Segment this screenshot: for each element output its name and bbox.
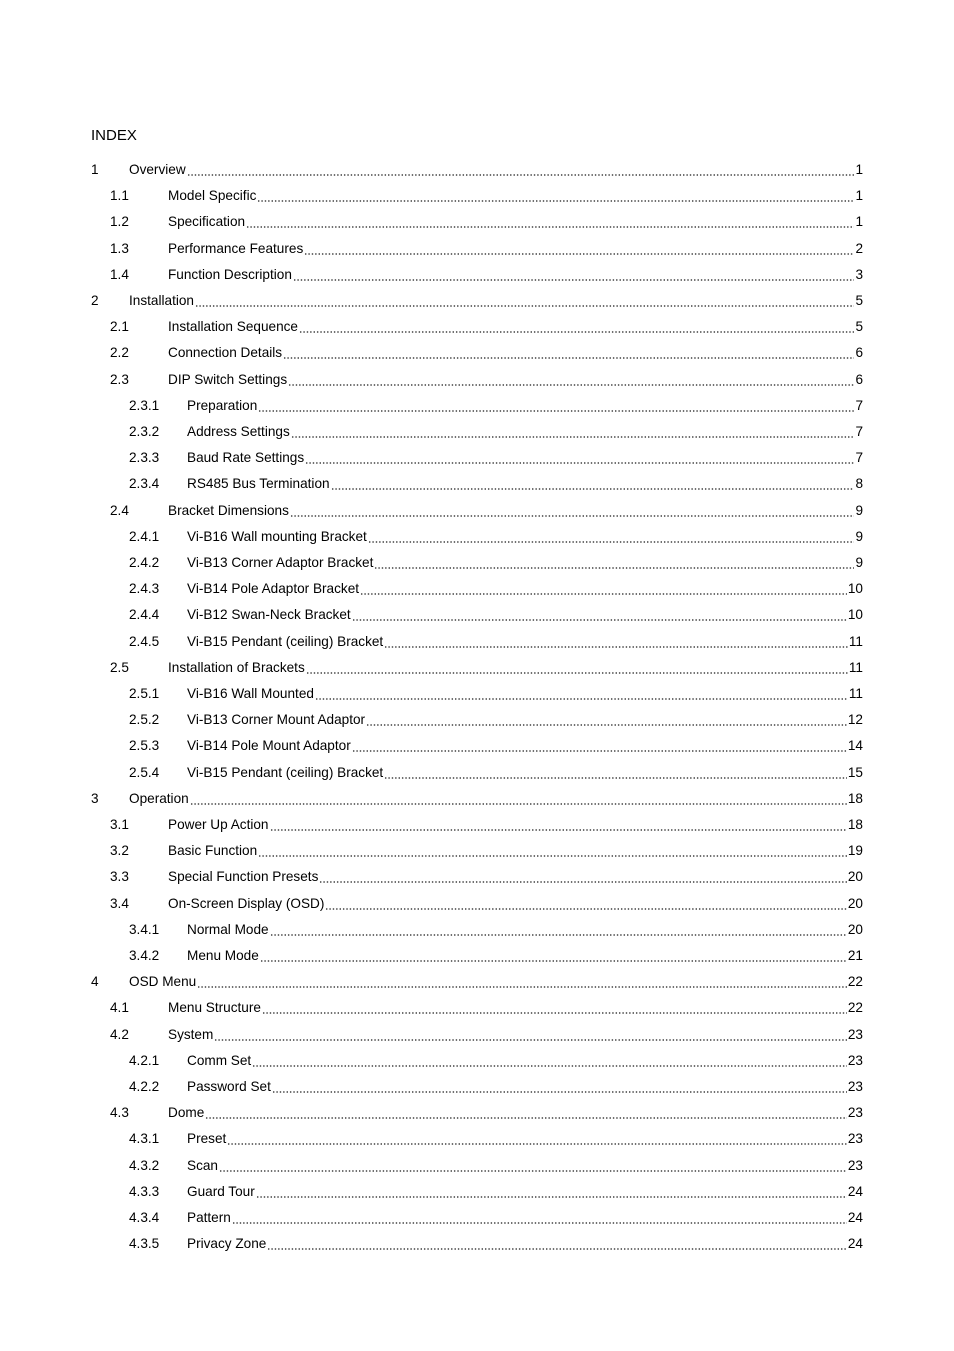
toc-dot-leader [270, 829, 847, 831]
toc-entry[interactable] [129, 1183, 863, 1201]
toc-entry[interactable] [110, 502, 863, 520]
toc-dot-leader [267, 1248, 847, 1250]
toc-entry-page: 19 [847, 843, 863, 859]
toc-entry[interactable] [110, 999, 863, 1017]
toc-entry-number: 3.3 [110, 869, 129, 885]
toc-entry-page: 5 [855, 293, 863, 308]
toc-entry-page: 6 [855, 371, 863, 387]
toc-entry-number: 2.3.4 [129, 476, 160, 492]
toc-entry-page: 5 [855, 319, 863, 335]
toc-entry[interactable] [129, 1078, 863, 1096]
toc-entry-number: 3.4.1 [129, 921, 160, 937]
toc-entry-page: 22 [847, 974, 863, 990]
toc-dot-leader [368, 541, 855, 543]
toc-entry-page: 7 [855, 424, 863, 439]
toc-entry[interactable] [110, 266, 863, 284]
toc-dot-leader [315, 698, 848, 700]
toc-dot-leader [319, 881, 847, 883]
toc-entry-title: OSD Menu [129, 974, 197, 990]
toc-entry-title: Operation [129, 790, 189, 806]
toc-entry-page: 15 [847, 764, 863, 780]
toc-entry[interactable] [91, 790, 863, 808]
toc-entry-title: Model Specific [168, 188, 257, 204]
toc-entry[interactable] [91, 292, 863, 310]
toc-entry[interactable] [129, 764, 863, 782]
toc-dot-leader [219, 1170, 847, 1172]
toc-dot-leader [197, 986, 847, 988]
toc-entry-number: 3.4.2 [129, 948, 160, 963]
toc-entry-title: Password Set [187, 1079, 271, 1094]
toc-dot-leader [374, 567, 854, 569]
toc-entry-page: 23 [847, 1131, 863, 1147]
toc-entry-number: 2.4.1 [129, 528, 160, 544]
toc-entry[interactable] [110, 371, 863, 389]
toc-entry-number: 2.4.5 [129, 633, 160, 649]
toc-entry-number: 2.5.1 [129, 686, 160, 701]
toc-entry-title: RS485 Bus Termination [187, 476, 330, 492]
toc-entry-number: 3.4 [110, 895, 129, 911]
toc-entry[interactable] [110, 1026, 863, 1044]
toc-dot-leader [256, 1196, 847, 1198]
toc-entry-page: 9 [855, 528, 863, 544]
toc-dot-leader [306, 672, 848, 674]
toc-entry-page: 9 [855, 502, 863, 518]
toc-entry-page: 1 [855, 162, 863, 177]
toc-entry-page: 22 [847, 1000, 863, 1016]
toc-entry-number: 2.3.1 [129, 397, 160, 413]
toc-entry-number: 4 [91, 974, 99, 990]
toc-entry-title: Address Settings [187, 424, 290, 439]
toc-entry-title: Normal Mode [187, 921, 269, 937]
toc-dot-leader [331, 488, 855, 490]
toc-entry-number: 2.5.4 [129, 764, 160, 780]
toc-dot-leader [272, 1091, 847, 1093]
toc-entry-page: 12 [847, 712, 863, 728]
toc-entry-page: 8 [855, 476, 863, 492]
toc-entry-number: 2.4.3 [129, 581, 160, 597]
toc-entry-page: 23 [847, 1079, 863, 1094]
toc-dot-leader [291, 436, 855, 438]
toc-entry-title: Performance Features [168, 240, 304, 256]
page-title: INDEX [91, 127, 137, 144]
toc-dot-leader [305, 462, 854, 464]
toc-entry-page: 24 [847, 1183, 863, 1199]
toc-dot-leader [190, 803, 847, 805]
toc-entry[interactable] [129, 528, 863, 546]
toc-entry-number: 2.3.3 [129, 450, 160, 466]
toc-entry-title: Vi-B13 Corner Adaptor Bracket [187, 555, 374, 570]
toc-entry-page: 24 [847, 1210, 863, 1225]
toc-dot-leader [195, 305, 854, 307]
toc-entry-number: 1.1 [110, 188, 129, 204]
toc-entry[interactable] [129, 1052, 863, 1070]
toc-entry-page: 20 [847, 869, 863, 885]
toc-entry[interactable] [129, 397, 863, 415]
toc-dot-leader [360, 593, 847, 595]
toc-entry-number: 2 [91, 293, 99, 308]
toc-entry-page: 21 [847, 948, 863, 963]
toc-entry-number: 4.2.1 [129, 1052, 160, 1068]
toc-dot-leader [205, 1117, 847, 1119]
toc-entry[interactable] [129, 606, 863, 624]
toc-dot-leader [214, 1039, 847, 1041]
toc-entry-title: Pattern [187, 1210, 231, 1225]
toc-entry-title: Special Function Presets [168, 869, 319, 885]
toc-entry-page: 7 [855, 397, 863, 413]
toc-entry-number: 2.4.2 [129, 555, 160, 570]
toc-entry[interactable] [91, 973, 863, 991]
toc-entry-title: Vi-B16 Wall Mounted [187, 686, 314, 701]
toc-entry[interactable] [91, 161, 863, 179]
toc-entry[interactable] [110, 318, 863, 336]
toc-entry-title: Installation [129, 293, 194, 308]
toc-entry[interactable] [110, 816, 863, 834]
toc-entry-number: 4.3.4 [129, 1210, 160, 1225]
toc-entry-title: Bracket Dimensions [168, 502, 289, 518]
toc-dot-leader [304, 253, 854, 255]
toc-dot-leader [366, 724, 847, 726]
toc-entry-title: Comm Set [187, 1052, 252, 1068]
toc-entry[interactable] [129, 580, 863, 598]
toc-entry[interactable] [110, 659, 863, 677]
toc-entry[interactable] [110, 187, 863, 205]
toc-entry-number: 2.5 [110, 659, 129, 675]
toc-entry-number: 2.3 [110, 371, 129, 387]
toc-dot-leader [270, 934, 847, 936]
toc-entry[interactable] [110, 344, 863, 362]
toc-entry[interactable] [110, 240, 863, 258]
toc-entry-title: Connection Details [168, 345, 283, 361]
toc-entry-number: 4.3.2 [129, 1157, 160, 1173]
toc-entry-page: 3 [855, 266, 863, 282]
toc-entry-title: Guard Tour [187, 1183, 255, 1199]
toc-entry[interactable] [129, 1235, 863, 1253]
toc-dot-leader [352, 750, 847, 752]
toc-entry-page: 18 [847, 817, 863, 832]
toc-entry-number: 1.4 [110, 266, 129, 282]
toc-entry[interactable] [129, 947, 863, 965]
toc-entry-title: Preset [187, 1131, 227, 1147]
toc-entry-page: 24 [847, 1236, 863, 1252]
toc-entry-number: 4.3.3 [129, 1183, 160, 1199]
toc-entry-title: Overview [129, 162, 186, 177]
toc-entry-number: 2.2 [110, 345, 129, 361]
toc-entry[interactable] [110, 868, 863, 886]
toc-entry-title: Vi-B14 Pole Mount Adaptor [187, 738, 351, 754]
toc-entry-number: 2.4.4 [129, 607, 160, 623]
toc-entry[interactable] [129, 554, 863, 572]
toc-dot-leader [325, 908, 847, 910]
toc-entry-title: Basic Function [168, 843, 258, 859]
toc-entry[interactable] [110, 895, 863, 913]
toc-entry[interactable] [129, 685, 863, 703]
toc-entry-title: On-Screen Display (OSD) [168, 895, 325, 911]
toc-entry-page: 10 [847, 581, 863, 597]
toc-entry-page: 1 [855, 214, 863, 230]
toc-entry[interactable] [110, 1104, 863, 1122]
toc-dot-leader [293, 279, 855, 281]
toc-entry-number: 1.2 [110, 214, 129, 230]
toc-dot-leader [246, 226, 854, 228]
toc-entry-page: 6 [855, 345, 863, 361]
toc-entry-number: 3 [91, 790, 99, 806]
toc-entry-title: Baud Rate Settings [187, 450, 305, 466]
toc-entry-title: Dome [168, 1105, 205, 1121]
toc-entry-page: 14 [847, 738, 863, 754]
toc-entry-page: 18 [847, 790, 863, 806]
toc-entry-title: Preparation [187, 397, 258, 413]
toc-entry-page: 20 [847, 921, 863, 937]
toc-entry-number: 4.1 [110, 1000, 129, 1016]
toc-entry-title: Menu Mode [187, 948, 259, 963]
toc-entry-number: 2.4 [110, 502, 129, 518]
toc-entry-title: Menu Structure [168, 1000, 261, 1016]
toc-dot-leader [352, 619, 847, 621]
toc-entry-title: System [168, 1026, 214, 1042]
toc-entry-title: Function Description [168, 266, 292, 282]
toc-entry-title: Vi-B15 Pendant (ceiling) Bracket [187, 633, 384, 649]
toc-entry-title: Vi-B14 Pole Adaptor Bracket [187, 581, 360, 597]
toc-entry[interactable] [129, 475, 863, 493]
toc-entry[interactable] [129, 1209, 863, 1227]
toc-entry-number: 3.1 [110, 817, 129, 832]
toc-entry-page: 11 [848, 659, 863, 675]
toc-entry-page: 10 [847, 607, 863, 623]
toc-entry-page: 9 [855, 555, 863, 570]
toc-entry-page: 2 [855, 240, 863, 256]
toc-entry-title: DIP Switch Settings [168, 371, 288, 387]
toc-dot-leader [290, 515, 855, 517]
toc-entry[interactable] [129, 1157, 863, 1175]
toc-dot-leader [262, 1012, 847, 1014]
toc-entry[interactable] [129, 423, 863, 441]
toc-entry-number: 2.5.2 [129, 712, 160, 728]
toc-entry-number: 4.3.1 [129, 1131, 160, 1147]
toc-entry-number: 2.1 [110, 319, 129, 335]
toc-entry-number: 4.2 [110, 1026, 129, 1042]
toc-entry-page: 23 [847, 1105, 863, 1121]
toc-entry-title: Scan [187, 1157, 218, 1173]
toc-entry[interactable] [129, 449, 863, 467]
toc-entry[interactable] [129, 737, 863, 755]
toc-entry-title: Vi-B16 Wall mounting Bracket [187, 528, 367, 544]
toc-dot-leader [283, 357, 854, 359]
toc-entry[interactable] [129, 1130, 863, 1148]
toc-dot-leader [232, 1222, 847, 1224]
toc-dot-leader [258, 855, 847, 857]
toc-entry-page: 23 [847, 1026, 863, 1042]
toc-entry-title: Power Up Action [168, 817, 269, 832]
toc-entry-number: 4.3 [110, 1105, 129, 1121]
toc-entry-title: Vi-B15 Pendant (ceiling) Bracket [187, 764, 384, 780]
toc-entry-page: 11 [848, 633, 863, 649]
toc-entry[interactable] [129, 711, 863, 729]
toc-dot-leader [384, 777, 847, 779]
toc-entry[interactable] [110, 213, 863, 231]
toc-entry-number: 2.3.2 [129, 424, 160, 439]
toc-dot-leader [384, 646, 848, 648]
toc-dot-leader [252, 1065, 847, 1067]
toc-dot-leader [299, 331, 854, 333]
toc-entry-title: Specification [168, 214, 246, 230]
toc-entry-number: 3.2 [110, 843, 129, 859]
toc-entry-number: 2.5.3 [129, 738, 160, 754]
toc-dot-leader [227, 1143, 847, 1145]
toc-dot-leader [288, 384, 854, 386]
toc-dot-leader [260, 960, 847, 962]
toc-entry[interactable] [129, 921, 863, 939]
toc-dot-leader [187, 174, 855, 176]
toc-entry-page: 7 [855, 450, 863, 466]
toc-entry-number: 4.3.5 [129, 1236, 160, 1252]
toc-entry-title: Privacy Zone [187, 1236, 267, 1252]
toc-entry[interactable] [129, 633, 863, 651]
toc-entry-title: Vi-B13 Corner Mount Adaptor [187, 712, 366, 728]
toc-entry-number: 1.3 [110, 240, 129, 256]
toc-entry-page: 23 [847, 1052, 863, 1068]
toc-entry-title: Installation of Brackets [168, 659, 305, 675]
toc-dot-leader [257, 200, 854, 202]
toc-entry-page: 23 [847, 1157, 863, 1173]
toc-entry-page: 20 [847, 895, 863, 911]
toc-entry-title: Vi-B12 Swan-Neck Bracket [187, 607, 351, 623]
toc-entry-number: 1 [91, 162, 99, 177]
toc-entry-page: 1 [855, 188, 863, 204]
toc-entry-title: Installation Sequence [168, 319, 298, 335]
toc-entry-number: 4.2.2 [129, 1079, 160, 1094]
toc-entry-page: 11 [848, 686, 863, 701]
toc-entry[interactable] [110, 842, 863, 860]
toc-dot-leader [258, 410, 854, 412]
